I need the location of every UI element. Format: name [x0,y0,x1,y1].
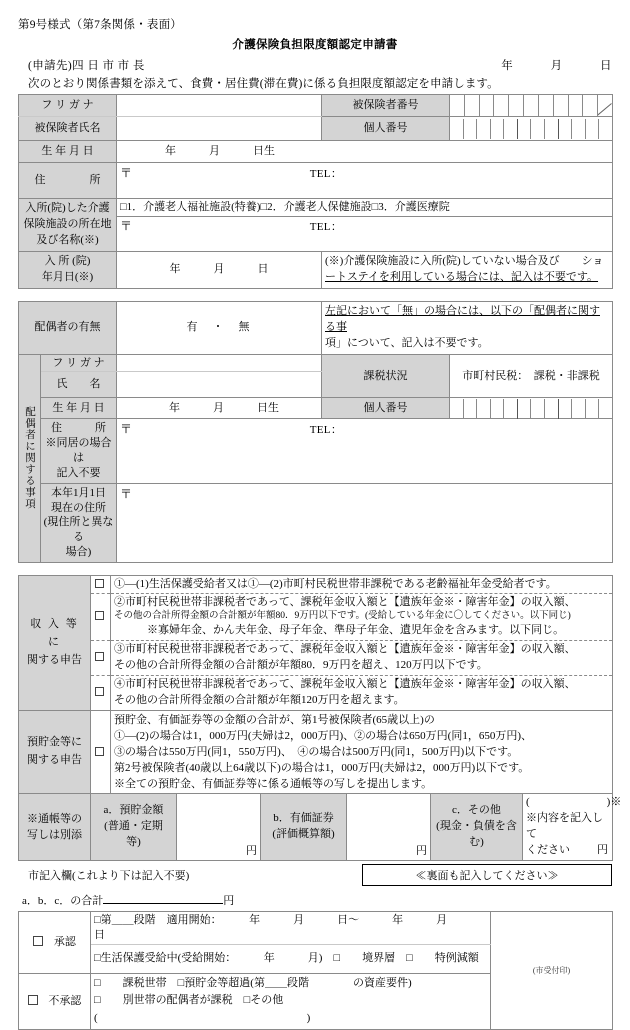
spouse-furigana-input[interactable] [117,354,322,372]
spouse-jan1-label-line2: 現在の住所 [51,501,106,514]
spouse-jan1-label-line3: (現住所と異なる [43,516,114,544]
savings-line4: 第2号被保険者(40歳以上64歳以下)の場合は1，000万円(夫婦は2，000万円)以下です。 [114,762,530,775]
city-stamp-box [491,912,613,1029]
total-line [18,892,612,908]
spouse-jan1-label-line4: 場合) [65,546,92,559]
insured-number-cell[interactable] [554,95,569,116]
savings-line1: 預貯金、有価証券等の金額の合計が、第1号被保険者(65歳以上)の [114,713,435,726]
form-number: 第9号様式（第7条関係・表面） [18,19,182,31]
spouse-my-number-cell[interactable] [545,399,559,419]
asset-b-yen: 円 [416,845,427,858]
asset-c-label-line3: む) [469,836,484,849]
asset-b-label [261,794,347,861]
spouse-jan1-label-line1: 本年1月1日 [51,486,106,499]
spouse-exists-note [322,301,613,354]
approve-label: 承認 [53,936,76,949]
applicant-section [18,94,612,289]
income-checkbox-2[interactable] [91,593,111,640]
date-year-label: 年 [501,60,514,72]
applicant-furigana-input[interactable] [117,95,322,117]
spouse-furigana-label: フ リ ガ ナ [41,354,117,372]
income-item-2-line1: ②市町村民税世帯非課税者であって、課税年金収入額と【遺族年金※・障害年金】の収入額、 [114,595,576,608]
page-title: 介護保険負担限度額認定申請書 [232,39,398,51]
insured-number-cell[interactable] [509,95,524,116]
facility-label-line2: 保険施設の所在地 [23,217,112,230]
my-number-cell[interactable] [477,119,491,139]
spouse-vertical-label-text: 配偶者に関する事項 [24,406,35,510]
insured-number-cell[interactable] [524,95,539,116]
total-yen: 円 [223,895,235,908]
attachment-note-line1: ※通帳等の [27,812,82,825]
my-number-cell[interactable] [464,119,478,139]
asset-c-note-line1: ( )※ [526,796,622,809]
approve-label-cell[interactable] [19,912,91,974]
approve-stage-line[interactable]: □第＿＿段階 適用開始： 年 月 日～ 年 月 日 [91,912,491,945]
admission-note [322,251,613,288]
reject-label: 不承認 [48,994,82,1007]
insured-number-label: 被保険者番号 [322,95,450,117]
income-item-4-line2: その他の合計所得金額の合計額が年額120万円を超えます。 [114,693,405,706]
spouse-section [18,301,612,563]
postal-mark-icon: 〒 [120,486,133,501]
asset-a-label-line2: (普通・定期 [104,820,163,833]
savings-line2: ①―(2)の場合は1，000万円(夫婦は2，000万円)、②の場合は650万円(同1，650万円)、 [114,729,532,742]
asset-c-label-line1: c．その他 [452,804,501,817]
asset-c-input[interactable] [523,794,622,861]
my-number-cell[interactable] [531,119,545,139]
insured-number-strike-cell [598,95,612,116]
spouse-exists-value[interactable]: 有 ・ 無 [117,301,322,354]
applicant-address-input[interactable] [117,163,613,199]
form-page [0,16,630,1025]
income-item-2-line3: ※寡婦年金、かん夫年金、母子年金、準母子年金、遺児年金を含みます。以下同じ。 [114,624,565,637]
asset-b-input[interactable] [347,794,431,861]
addressee: (申請先)四 日 市 市 長 [28,60,145,72]
city-use-note-row [18,864,612,886]
spacer [18,563,612,572]
reject-reason-line1: □ 課税世帯 □預貯金等超過(第＿＿段階 の資産要件) [94,976,412,989]
spouse-my-number-cell[interactable] [464,399,478,419]
reject-label-cell[interactable] [19,973,91,1029]
insured-number-cell[interactable] [539,95,554,116]
my-number-cell[interactable] [599,119,612,139]
income-item-3-line2: その他の合計所得金額の合計額が年額80．9万円を超え、120万円以下です。 [114,658,488,671]
income-checkbox-4[interactable] [91,675,111,710]
spouse-exists-label: 配偶者の有無 [19,301,117,354]
income-section-label-line1: 収 入 等 に [30,618,79,648]
spouse-tel-label: TEL： [309,424,343,437]
income-item-4 [111,675,613,710]
insured-number-cell[interactable] [450,95,465,116]
addressee-row [18,57,612,73]
my-number-cell[interactable] [450,119,464,139]
savings-line5: ※全ての預貯金、有価証券等に係る通帳等の写しを提出します。 [114,778,433,791]
reject-reason-line2: □ 別世帯の配偶者が課税 □その他( ) [94,994,311,1025]
checkbox-icon[interactable] [95,579,104,588]
spouse-my-number-cell[interactable] [504,399,518,419]
my-number-cell[interactable] [559,119,573,139]
spouse-tax-status-value[interactable]: 市町村民税： 課税・非課税 [450,354,613,398]
income-section-label-line2: 関する申告 [27,653,82,666]
savings-section-label-line1: 預貯金等に [27,736,82,749]
spouse-my-number-grid[interactable] [450,398,613,419]
spouse-exists-note-line1: 左記において「無」の場合には、以下の「配偶者に関する事 [325,304,600,333]
declaration-section [18,575,612,794]
attachment-note-line2: 写しは別添 [27,829,82,842]
checkbox-icon[interactable] [95,652,104,661]
spouse-my-number-cell[interactable] [599,399,612,419]
admission-date-label-line2: 年月日(※) [41,270,94,283]
asset-c-label [431,794,523,861]
applicant-address-label: 住 所 [19,163,117,199]
my-number-cell[interactable] [518,119,532,139]
spouse-address-label-line2: ※同居の場合は [45,437,112,465]
spouse-name-label: 氏 名 [41,372,117,398]
spouse-my-number-cell[interactable] [518,399,532,419]
admission-note-line2: ートステイを利用している場合には、記入は不要です。 [325,270,599,283]
city-use-label: 市記入欄(これより下は記入不要) [28,870,190,883]
checkbox-icon[interactable] [95,611,104,620]
spouse-table [18,301,613,563]
spouse-address-label-line1: 住 所 [51,422,106,435]
date-month-label: 月 [550,60,563,72]
stamp-label: (市受付印) [532,966,571,976]
spouse-my-number-cell[interactable] [586,399,600,419]
savings-checkbox[interactable] [91,710,111,794]
my-number-label: 個人番号 [322,117,450,141]
my-number-cell[interactable] [504,119,518,139]
admission-date-label-line1: 入 所 (院) [44,255,91,268]
checkbox-icon[interactable] [28,995,38,1005]
submission-date [501,57,612,73]
income-item-1 [111,575,613,593]
spouse-address-input[interactable] [117,419,613,483]
income-checkbox-1[interactable] [91,575,111,593]
postal-mark-icon: 〒 [120,219,133,234]
spouse-my-number-cell[interactable] [572,399,586,419]
income-checkbox-3[interactable] [91,640,111,675]
income-item-3 [111,640,613,675]
applicant-name-input[interactable] [117,117,322,141]
applicant-birth-label: 生 年 月 日 [19,141,117,163]
spouse-vertical-label [19,354,41,562]
admission-date-label [19,251,117,288]
lead-statement: 次のとおり関係書類を添えて、食費・居住費(滞在費)に係る負担限度額認定を申請します。 [28,78,499,90]
insured-number-cell[interactable] [583,95,598,116]
facility-label-line3: 及び名称(※) [36,233,99,246]
insured-number-cell[interactable] [480,95,495,116]
approve-welfare-line[interactable]: □生活保護受給中(受給開始： 年 月) □ 境界層 □ 特例減額 [91,944,491,973]
asset-c-label-line2: (現金・負債を含 [436,820,517,833]
checkbox-icon[interactable] [95,687,104,696]
savings-declaration [111,710,613,794]
spouse-address-label-line3: 記入不要 [56,466,101,479]
facility-label [19,199,117,252]
asset-amounts-table [18,793,622,861]
admission-note-line1: (※)介護保険施設に入所(院)していない場合及び ショ [325,254,604,267]
asset-a-label-line3: 等) [126,836,141,849]
facility-address-input[interactable] [117,217,613,252]
income-item-2-line2: その他の合計所得金額の合計額が年額80．9万円以下です。(受給している年金に〇してください。以下同じ) [114,611,571,622]
spouse-tax-status-label: 課税状況 [322,354,450,398]
checkbox-icon[interactable] [95,747,104,756]
checkbox-icon[interactable] [33,936,43,946]
income-item-3-line1: ③市町村民税世帯非課税者であって、課税年金収入額と【遺族年金※・障害年金】の収入額、 [114,642,576,655]
my-number-cell[interactable] [572,119,586,139]
applicant-tel-label: TEL： [309,168,343,180]
spouse-birth-input[interactable]: 年 月 日生 [117,398,322,419]
my-number-grid[interactable] [450,117,613,141]
asset-c-note-line3: ください [526,844,570,857]
spouse-address-label [41,419,117,483]
asset-b-label-line1: b．有価証券 [273,812,334,825]
my-number-cell[interactable] [491,119,505,139]
admission-date-input[interactable]: 年 月 日 [117,251,322,288]
my-number-cell[interactable] [586,119,600,139]
spouse-my-number-cell[interactable] [477,399,491,419]
facility-tel-label: TEL： [309,221,343,234]
insured-number-cell[interactable] [494,95,509,116]
approval-table [18,911,613,1029]
facility-type-options[interactable]: □1．介護老人福祉施設(特養)□2．介護老人保健施設□3．介護医療院 [117,199,613,217]
spouse-name-input[interactable] [117,372,322,398]
spouse-my-number-cell[interactable] [450,399,464,419]
asset-c-yen: 円 [597,844,608,857]
postal-mark-icon: 〒 [120,422,133,437]
asset-a-label [91,794,177,861]
savings-section-label [19,710,91,794]
insured-number-cell[interactable] [569,95,584,116]
spouse-jan1-address-label [41,483,117,562]
income-item-4-line1: ④市町村民税世帯非課税者であって、課税年金収入額と【遺族年金※・障害年金】の収入額、 [114,677,576,690]
applicant-table [18,94,613,289]
spouse-my-number-cell[interactable] [559,399,573,419]
back-side-note: ≪裏面も記入してください≫ [362,864,612,886]
income-item-2 [111,593,613,640]
spouse-my-number-cell[interactable] [491,399,505,419]
savings-line3: ③の場合は550万円(同1，550万円)、 ④の場合は500万円(同1，500万円)以下です。 [114,745,519,758]
spouse-jan1-address-input[interactable] [117,483,613,562]
insured-number-cell[interactable] [465,95,480,116]
asset-a-label-line1: a．預貯金額 [103,804,164,817]
asset-a-input[interactable] [177,794,261,861]
my-number-cell[interactable] [545,119,559,139]
total-label: a．b．c．の合計 [22,895,104,908]
attachment-note-label [19,794,91,861]
spouse-exists-note-line2: 項」について、記入は不要です。 [325,336,489,349]
income-section-label [19,575,91,710]
income-item-1-line1: ①―(1)生活保護受給者又は①―(2)市町村民税世帯非課税である老齢福祉年金受給者です。 [114,577,557,590]
applicant-name-label: 被保険者氏名 [19,117,117,141]
asset-b-label-line2: (評価概算額) [272,828,335,841]
facility-label-line1: 入所(院)した介護 [25,202,110,214]
postal-mark-icon: 〒 [120,166,133,180]
insured-number-grid[interactable] [450,95,613,117]
applicant-furigana-label: フ リ ガ ナ [19,95,117,117]
spacer [18,289,612,298]
savings-section-label-line2: 関する申告 [27,754,82,766]
applicant-birth-input[interactable]: 年 月 日生 [117,141,613,163]
date-day-label: 日 [600,60,612,72]
diagonal-strike-icon [598,95,612,116]
asset-a-yen: 円 [246,845,257,858]
spouse-my-number-label: 個人番号 [322,398,450,419]
asset-c-note-line2: ※内容を記入して [526,812,603,841]
spouse-my-number-cell[interactable] [531,399,545,419]
declaration-table [18,575,613,794]
spouse-birth-label: 生 年 月 日 [41,398,117,419]
total-input[interactable] [103,903,223,904]
reject-reasons[interactable] [91,973,491,1029]
